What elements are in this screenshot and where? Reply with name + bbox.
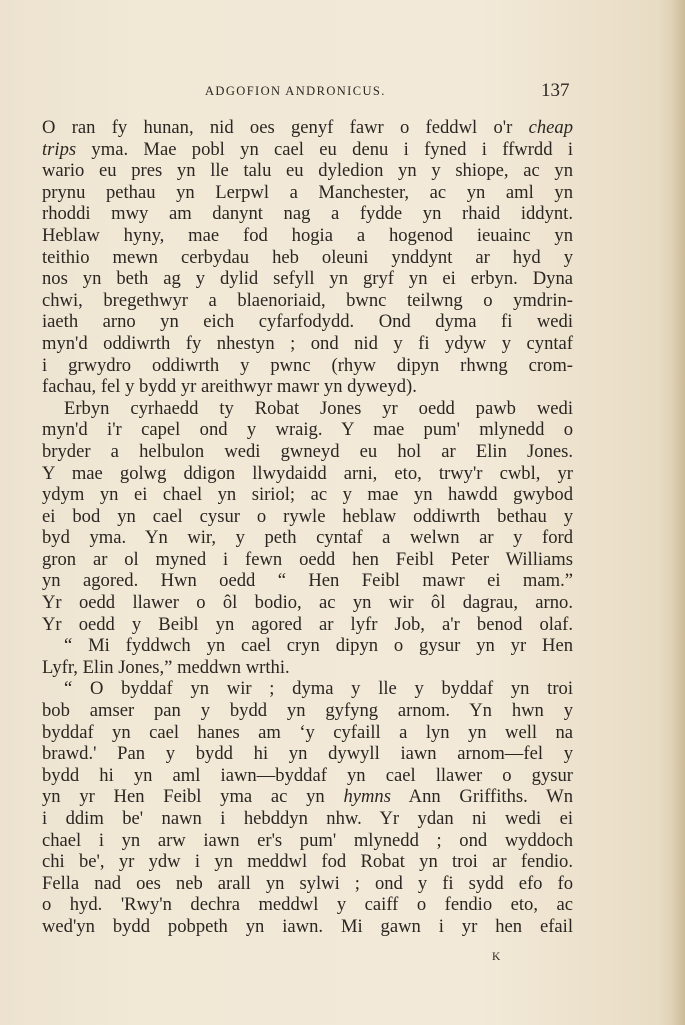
text-line <box>42 765 573 787</box>
text-segment: chi be', yr ydw i yn meddwl fod Robat yn troi ar fendio. <box>42 851 573 873</box>
text-line <box>42 527 573 549</box>
text-segment: teithio mewn cerbydau heb oleuni ynddynt ar hyd y <box>42 246 573 268</box>
text-segment: Lyfr, Elin Jones,” meddwn wrthi. <box>42 656 290 678</box>
text-line <box>42 333 573 355</box>
text-segment: chwi, bregethwyr a blaenoriaid, bwnc teilwng o ymdrin- <box>42 289 573 311</box>
text-line <box>42 182 573 204</box>
text-line <box>42 160 573 182</box>
text-segment: Yr oedd y Beibl yn agored ar lyfr Job, a'r benod olaf. <box>42 613 573 635</box>
text-line <box>42 419 573 441</box>
text-line <box>42 786 573 808</box>
text-line <box>42 678 573 700</box>
text-segment: gron ar ol myned i fewn oedd hen Feibl Peter Williams <box>42 548 573 570</box>
text-segment: yn agored. Hwn oedd “ Hen Feibl mawr ei mam.” <box>42 570 573 592</box>
text-line <box>42 311 573 333</box>
text-line <box>42 894 573 916</box>
text-segment: bob amser pan y bydd yn gyfyng arnom. Yn hwn y <box>42 700 573 722</box>
text-segment: i grwydro oddiwrth y pwnc (rhyw dipyn rhwng crom- <box>42 354 573 376</box>
running-title: ADGOFION ANDRONICUS. <box>205 84 386 98</box>
text-line <box>42 635 573 657</box>
italic-word: trips <box>42 138 77 160</box>
signature-mark: K <box>492 951 502 963</box>
text-segment: Erbyn cyrhaedd ty Robat Jones yr oedd pawb wedi <box>64 397 573 419</box>
text-segment: iaeth arno yn eich cyfarfodydd. Ond dyma fi wedi <box>42 311 573 333</box>
text-segment: yma. Mae pobl yn cael eu denu i fyned i ffwrdd i <box>76 138 573 160</box>
text-line <box>42 247 573 269</box>
text-line <box>42 808 573 830</box>
text-line <box>42 203 573 225</box>
text-line <box>42 484 573 506</box>
text-line <box>42 268 573 290</box>
text-line <box>42 570 573 592</box>
text-line <box>42 441 573 463</box>
text-segment: rhoddi mwy am danynt nag a fydde yn rhaid iddynt. <box>42 203 573 225</box>
text-line <box>42 873 573 895</box>
text-segment: “ Mi fyddwch yn cael cryn dipyn o gysur yn yr Hen <box>64 635 573 657</box>
text-segment: byd yma. Yn wir, y peth cyntaf a welwn ar y ford <box>42 527 573 549</box>
text-segment: “ O byddaf yn wir ; dyma y lle y byddaf yn troi <box>64 678 573 700</box>
text-line <box>42 398 573 420</box>
text-line <box>42 657 573 679</box>
text-segment: Fella nad oes neb arall yn sylwi ; ond y fi sydd efo fo <box>42 872 573 894</box>
text-line <box>42 225 573 247</box>
text-line <box>42 506 573 528</box>
text-line <box>42 592 573 614</box>
text-line <box>42 355 573 377</box>
text-line <box>42 700 573 722</box>
page-edge-shadow <box>671 0 685 1025</box>
text-segment: wed'yn bydd pobpeth yn iawn. Mi gawn i yr hen efail <box>42 915 573 937</box>
text-segment: brawd.' Pan y bydd hi yn dywyll iawn arnom—fel y <box>42 743 573 765</box>
text-line <box>42 117 573 139</box>
text-segment: i ddim be' nawn i hebddyn nhw. Yr ydan ni wedi ei <box>42 808 573 829</box>
text-segment: o hyd. 'Rwy'n dechra meddwl y caiff o fendio eto, ac <box>42 894 573 916</box>
text-segment: Heblaw hyny, mae fod hogia a hogenod ieuainc yn <box>42 224 573 246</box>
text-segment: bydd hi yn aml iawn—byddaf yn cael llawer o gysur <box>42 764 573 786</box>
text-segment: ei bod yn cael cysur o rywle heblaw oddiwrth bethau y <box>42 505 573 527</box>
text-segment: Yr oedd llawer o ôl bodio, ac yn wir ôl dagrau, arno. <box>42 592 573 614</box>
text-segment: nos yn beth ag y dylid sefyll yn gryf yn ei erbyn. Dyna <box>42 268 573 290</box>
text-line <box>42 830 573 852</box>
text-line <box>42 743 573 765</box>
text-segment: myn'd i'r capel ond y wraig. Y mae pum' mlynedd o <box>42 419 573 441</box>
text-segment: yn yr Hen Feibl yma ac yn <box>42 786 344 808</box>
text-segment: wario eu pres yn lle talu eu dyledion yn y shiope, ac yn <box>42 160 573 182</box>
text-line <box>42 916 573 938</box>
text-segment: myn'd oddiwrth fy nhestyn ; ond nid y fi ydyw y cyntaf <box>42 332 573 354</box>
text-line <box>42 614 573 636</box>
text-line <box>42 722 573 744</box>
italic-word: cheap <box>528 117 573 138</box>
text-line <box>42 851 573 873</box>
page-number: 137 <box>541 80 570 101</box>
text-segment: ydym yn ei chael yn siriol; ac y mae yn hawdd gwybod <box>42 484 573 506</box>
body-text <box>42 117 573 938</box>
text-segment: byddaf yn cael hanes am ‘y cyfaill a lyn yn well na <box>42 721 573 743</box>
text-line <box>42 139 573 161</box>
italic-word: hymns <box>343 786 391 808</box>
text-segment: fachau, fel y bydd yr areithwyr mawr yn dyweyd). <box>42 376 417 398</box>
text-segment: Y mae golwg ddigon llwydaidd arni, eto, trwy'r cwbl, yr <box>42 462 573 484</box>
text-segment: prynu pethau yn Lerpwl a Manchester, ac yn aml yn <box>42 181 573 203</box>
text-line <box>42 549 573 571</box>
text-segment: chael i yn arw iawn er's pum' mlynedd ; ond wyddoch <box>42 829 573 851</box>
text-line <box>42 290 573 312</box>
text-line <box>42 376 573 398</box>
text-line <box>42 463 573 485</box>
text-segment: O ran fy hunan, nid oes genyf fawr o feddwl o'r <box>42 117 529 138</box>
text-segment: bryder a helbulon wedi gwneyd eu hol ar Elin Jones. <box>42 440 573 462</box>
text-segment: Ann Griffiths. Wn <box>390 786 573 808</box>
